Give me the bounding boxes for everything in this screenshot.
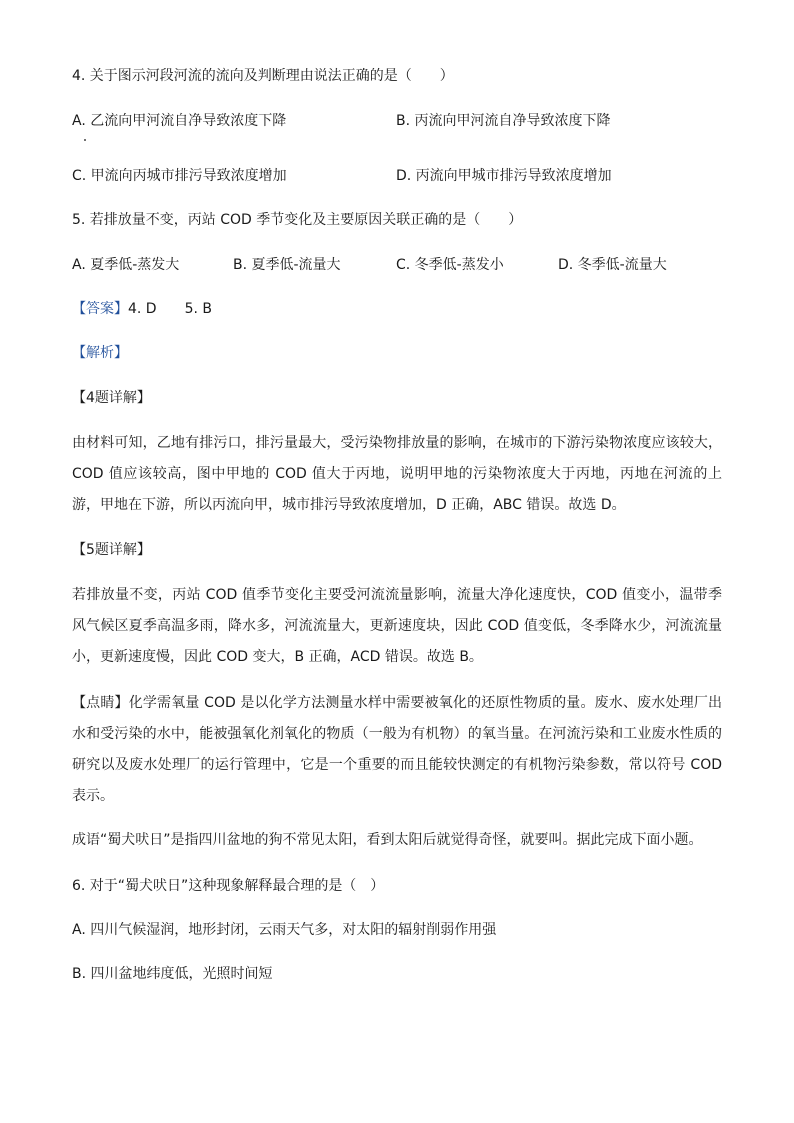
analysis-label: 【解析】 bbox=[72, 345, 128, 361]
question-6-option-a: A. 四川气候湿润，地形封闭，云雨天气多，对太阳的辐射削弱作用强 bbox=[72, 922, 497, 938]
detail-5-label: 【5题详解】 bbox=[72, 542, 151, 558]
question-5-option-b: B. 夏季低-流量大 bbox=[233, 257, 341, 273]
note-label: 【点睛】 bbox=[72, 695, 129, 711]
detail-4-label: 【4题详解】 bbox=[72, 390, 151, 406]
note-text: 化学需氧量 COD 是以化学方法测量水样中需要被氧化的还原性物质的量。废水、废水处理厂出水和受污染的水中，能被强氧化剂氧化的物质（一般为有机物）的氧当量。在河流污染和工业废水性质的研究以及废水处理厂的运行管理中，它是一个重要的而且能较快测定的有机物污染参数，常以符号 COD 表示。 bbox=[72, 695, 722, 804]
intro-paragraph: 成语“蜀犬吠日”是指四川盆地的狗不常见太阳，看到太阳后就觉得奇怪，就要叫。据此完成下面小题。 bbox=[72, 832, 703, 848]
question-5-stem: 5. 若排放量不变，丙站 COD 季节变化及主要原因关联正确的是（ ） bbox=[72, 212, 523, 228]
question-6-stem: 6. 对于“蜀犬吠日”这种现象解释最合理的是（ ） bbox=[72, 878, 385, 894]
question-4-option-a: A. 乙流向甲河流自净导致浓度下降 bbox=[72, 113, 287, 129]
question-4-option-c: C. 甲流向丙城市排污导致浓度增加 bbox=[72, 168, 287, 184]
question-4-stem: 4. 关于图示河段河流的流向及判断理由说法正确的是（ ） bbox=[72, 68, 454, 84]
question-5-option-c: C. 冬季低-蒸发小 bbox=[396, 257, 504, 273]
question-4-option-d: D. 丙流向甲城市排污导致浓度增加 bbox=[396, 168, 612, 184]
stray-mark bbox=[84, 139, 86, 141]
question-6-option-b: B. 四川盆地纬度低，光照时间短 bbox=[72, 966, 273, 982]
answer-label: 【答案】 bbox=[72, 301, 128, 317]
note-paragraph bbox=[72, 688, 722, 812]
answer-line bbox=[72, 299, 212, 319]
detail-4-text: 由材料可知，乙地有排污口，排污量最大，受污染物排放量的影响，在城市的下游污染物浓度应该较大，COD 值应该较高，图中甲地的 COD 值大于丙地，说明甲地的污染物浓度大于丙地，丙地在河流的上游，甲地在下游，所以丙流向甲，城市排污导致浓度增加，D 正确，ABC 错误。故选 D。 bbox=[72, 435, 722, 513]
question-5-option-a: A. 夏季低-蒸发大 bbox=[72, 257, 180, 273]
question-4-option-b: B. 丙流向甲河流自净导致浓度下降 bbox=[396, 113, 611, 129]
answer-text: 4. D 5. B bbox=[128, 301, 212, 317]
detail-5-text: 若排放量不变，丙站 COD 值季节变化主要受河流流量影响，流量大净化速度快，COD 值变小，温带季风气候区夏季高温多雨，降水多，河流流量大，更新速度块，因此 COD 值变低，冬季降水少，河流流量小，更新速度慢，因此 COD 变大，B 正确，ACD 错误。故选 B。 bbox=[72, 587, 722, 665]
question-5-option-d: D. 冬季低-流量大 bbox=[558, 257, 667, 273]
